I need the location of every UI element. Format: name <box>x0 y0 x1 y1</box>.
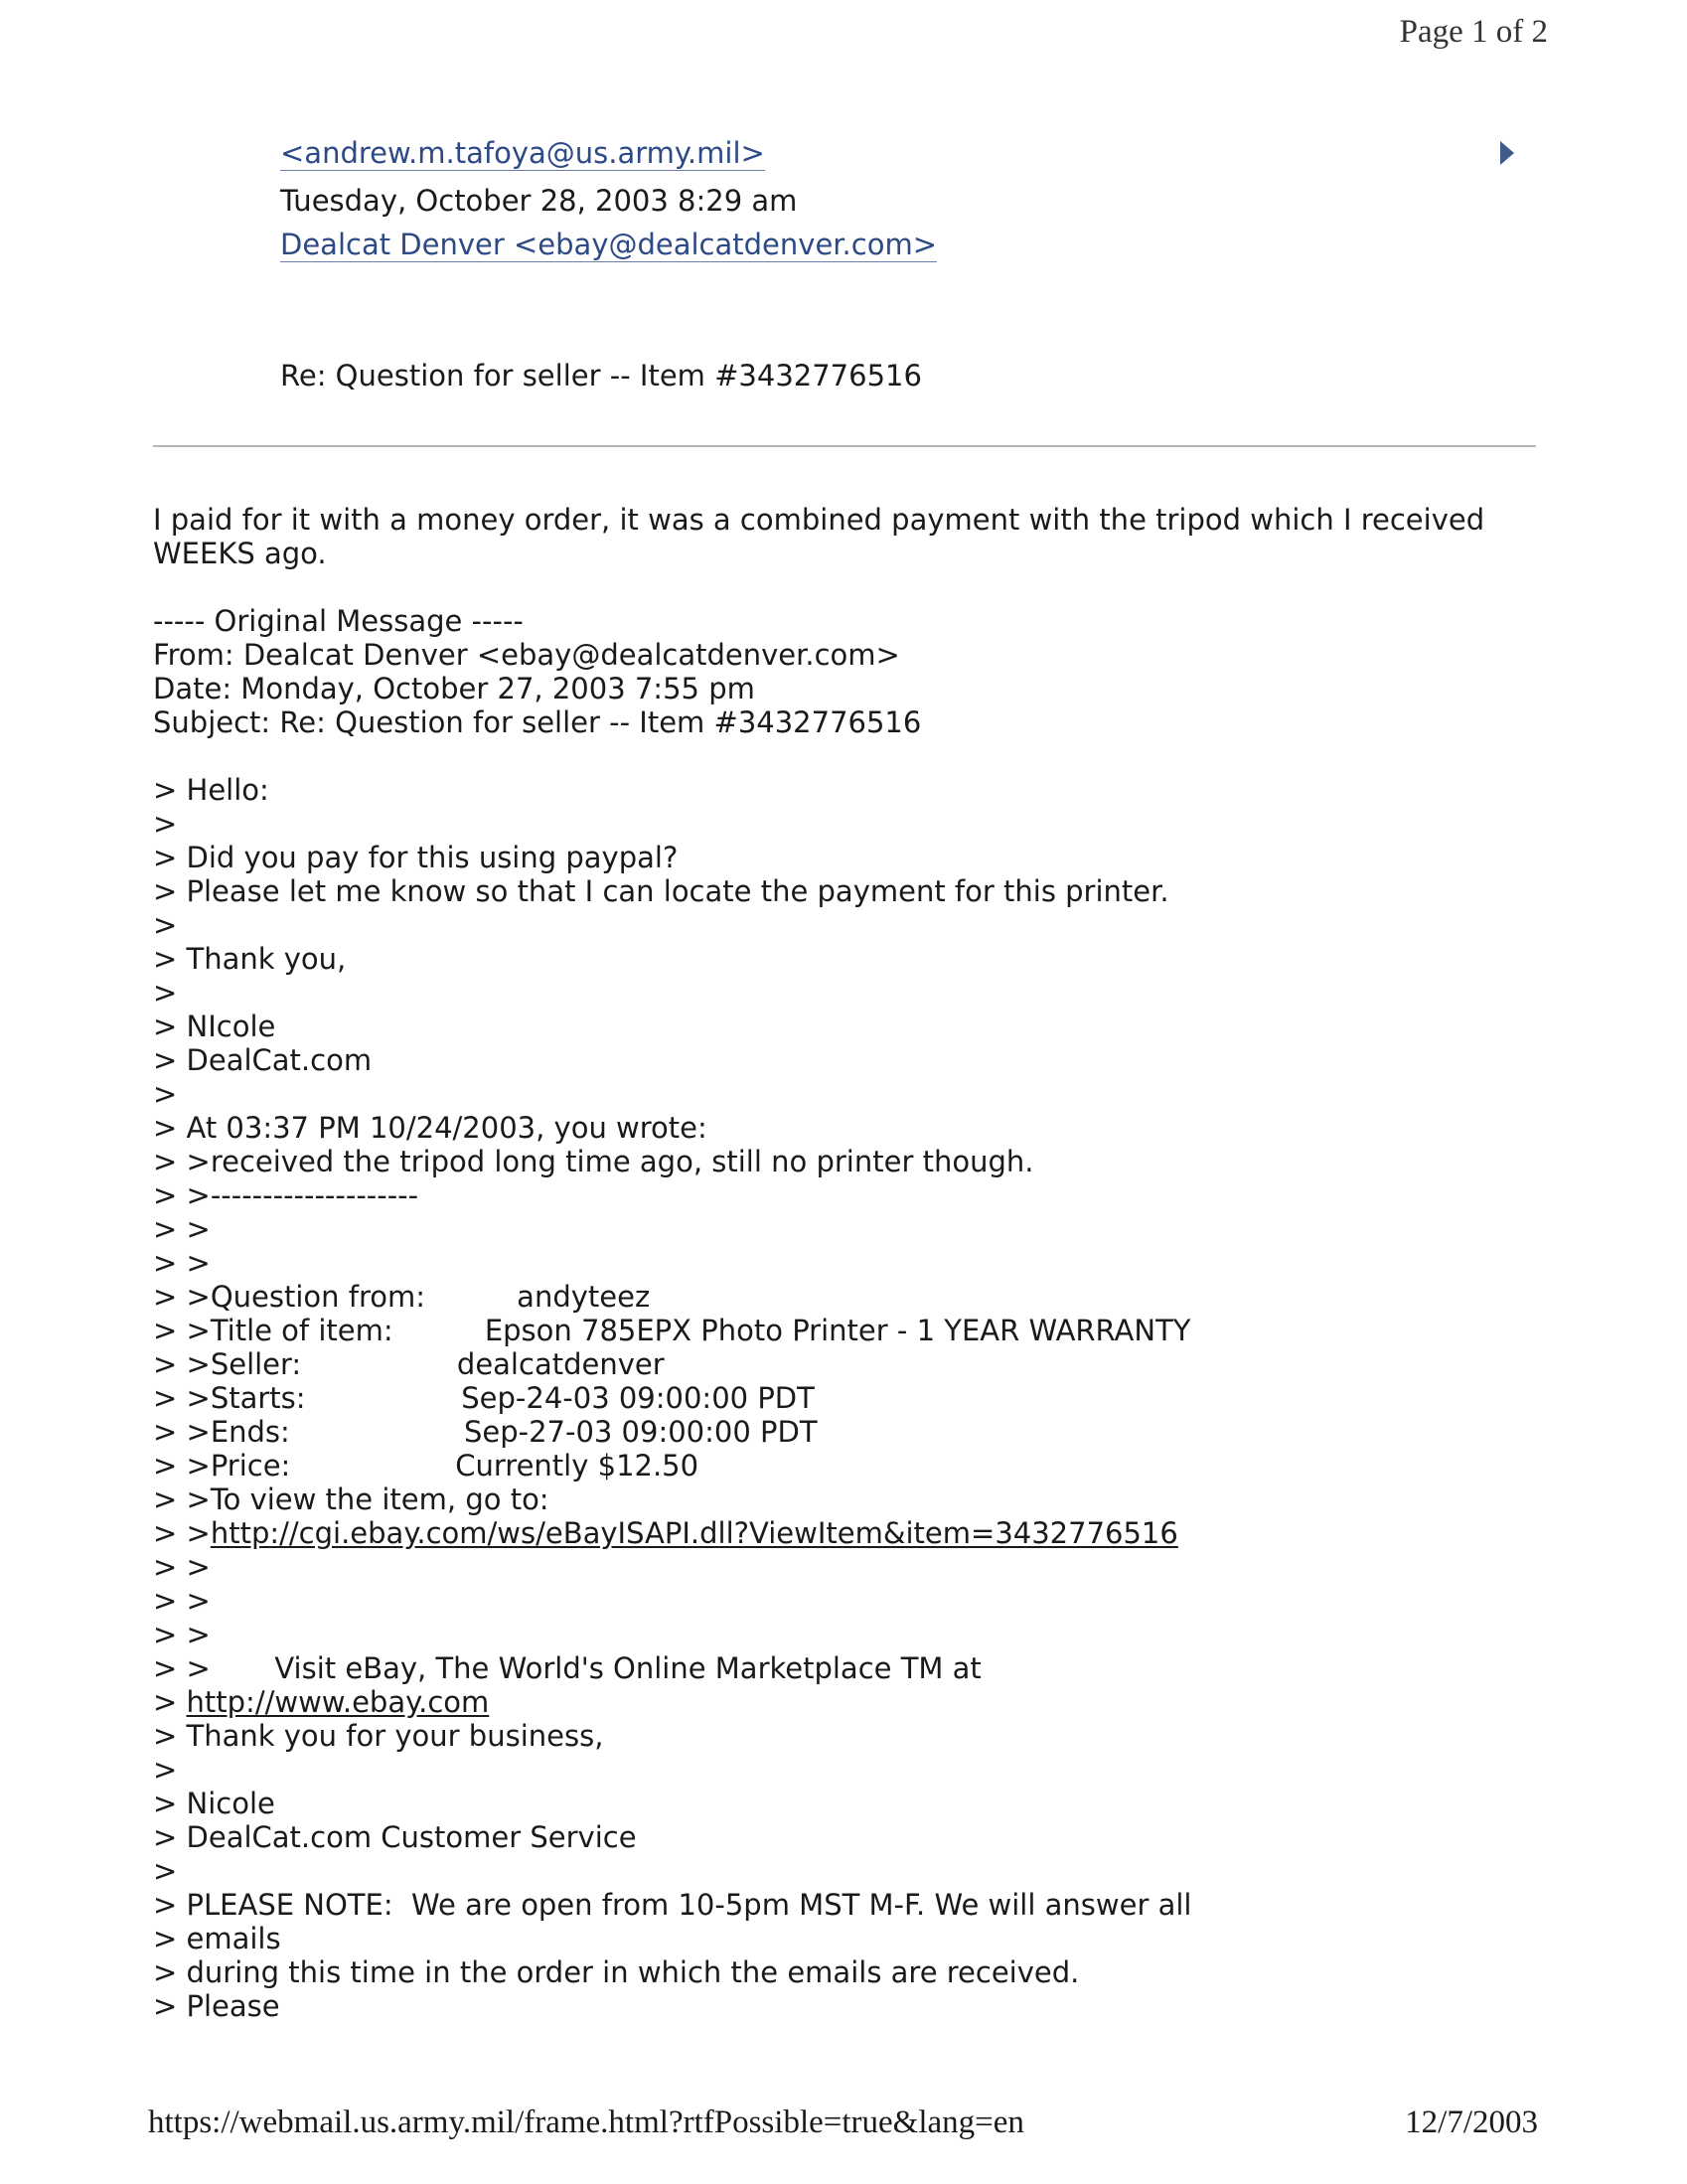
message-line: > Thank you for your business, <box>153 1719 604 1753</box>
message-line: > Please <box>153 1989 280 2023</box>
to-email-link[interactable]: Dealcat Denver <ebay@dealcatdenver.com> <box>280 228 937 261</box>
message-line: > DealCat.com <box>153 1043 373 1077</box>
message-line: > >Title of item: Epson 785EPX Photo Printer - 1 YEAR WARRANTY <box>153 1314 1191 1347</box>
subject-value: Re: Question for seller -- Item #3432776516 <box>280 359 922 392</box>
message-line: > DealCat.com Customer Service <box>153 1820 637 1854</box>
item-link[interactable]: http://cgi.ebay.com/ws/eBayISAPI.dll?ViewItem&item=3432776516 <box>210 1516 1178 1550</box>
message-line: > during this time in the order in which the emails are received. <box>153 1955 1080 1989</box>
message-line: > >Price: Currently $12.50 <box>153 1449 699 1482</box>
message-line: ----- Original Message ----- <box>153 604 524 638</box>
message-line: Date: Monday, October 27, 2003 7:55 pm <box>153 672 755 705</box>
message-line: > <box>153 1854 178 1888</box>
message-line: > Nicole <box>153 1787 275 1820</box>
reply-text: I paid for it with a money order, it was a combined payment with the tripod which I received WEEKS ago. <box>153 503 1485 570</box>
next-arrow-icon[interactable] <box>1500 141 1514 165</box>
message-line: > Thank you, <box>153 942 347 976</box>
page-number: Page 1 of 2 <box>1399 14 1548 50</box>
ebay-link[interactable]: http://www.ebay.com <box>186 1685 490 1719</box>
message-line: > >Starts: Sep-24-03 09:00:00 PDT <box>153 1381 815 1415</box>
sent-value: Tuesday, October 28, 2003 8:29 am <box>280 184 798 218</box>
message-line <box>153 739 1564 773</box>
message-line: > <box>153 807 178 841</box>
message-line: > <box>153 1077 178 1111</box>
message-line <box>153 570 1564 604</box>
footer-url: https://webmail.us.army.mil/frame.html?rtfPossible=true&lang=en <box>148 2105 1024 2140</box>
message-line: > NIcole <box>153 1010 276 1043</box>
message-line: > > Visit eBay, The World's Online Marketplace TM at <box>153 1651 982 1685</box>
message-line: > emails <box>153 1922 281 1955</box>
from-email-link[interactable]: <andrew.m.tafoya@us.army.mil> <box>280 136 765 170</box>
message-line: > > <box>153 1618 211 1651</box>
message-line: > Did you pay for this using paypal? <box>153 841 679 874</box>
message-line: > Hello: <box>153 773 269 807</box>
footer-date: 12/7/2003 <box>1405 2105 1538 2140</box>
message-line: > At 03:37 PM 10/24/2003, you wrote: <box>153 1111 707 1145</box>
message-line: > >To view the item, go to: <box>153 1482 549 1516</box>
message-line: > >-------------------- <box>153 1178 419 1212</box>
message-line: > <box>153 908 178 942</box>
item-link-line: > >http://cgi.ebay.com/ws/eBayISAPI.dll?ViewItem&item=3432776516 <box>153 1516 1178 1550</box>
message-line: Subject: Re: Question for seller -- Item #3432776516 <box>153 705 922 739</box>
message-line: > >received the tripod long time ago, still no printer though. <box>153 1145 1034 1178</box>
message-line: > >Ends: Sep-27-03 09:00:00 PDT <box>153 1415 818 1449</box>
message-line: > > <box>153 1246 211 1280</box>
header-divider <box>153 445 1536 447</box>
message-line: > > <box>153 1212 211 1246</box>
message-line: > <box>153 976 178 1010</box>
message-line: > > <box>153 1584 211 1618</box>
message-line: > PLEASE NOTE: We are open from 10-5pm MST M-F. We will answer all <box>153 1888 1192 1922</box>
message-line: > <box>153 1753 178 1787</box>
message-line: > >Question from: andyteez <box>153 1280 651 1314</box>
message-line: From: Dealcat Denver <ebay@dealcatdenver.com> <box>153 638 900 672</box>
ebay-link-line: > http://www.ebay.com <box>153 1685 490 1719</box>
message-line: > >Seller: dealcatdenver <box>153 1347 665 1381</box>
message-line: > > <box>153 1550 211 1584</box>
message-line: > Please let me know so that I can locate the payment for this printer. <box>153 874 1169 908</box>
message-body <box>153 503 1564 2023</box>
